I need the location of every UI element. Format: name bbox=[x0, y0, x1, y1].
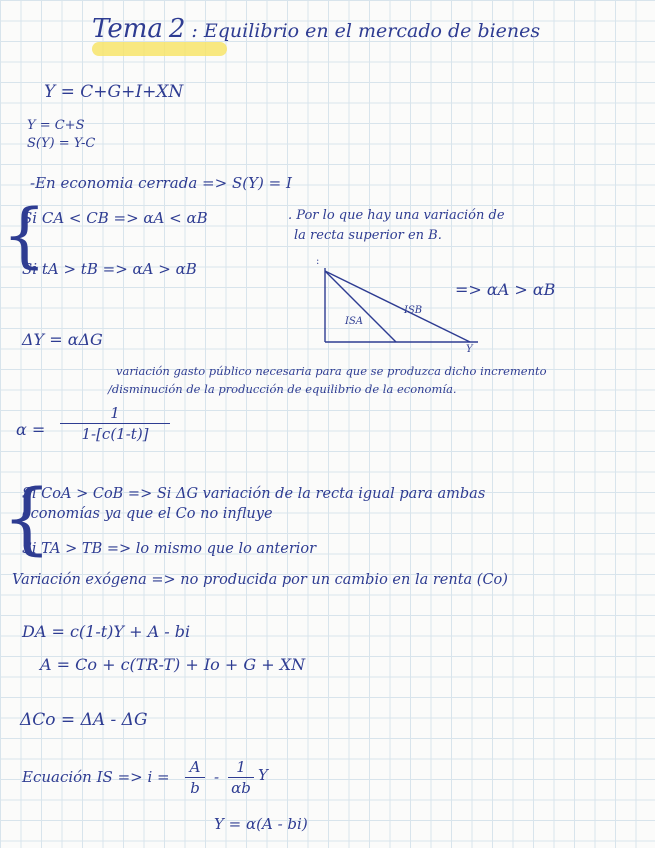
exogenous-variation: Variación exógena => no producida por un cambio en la renta (Co) bbox=[12, 572, 508, 588]
is-fraction-2 bbox=[228, 758, 254, 797]
ta-condition: Si TA > TB => lo mismo que lo anterior bbox=[22, 541, 317, 557]
is-fraction-1-num: A bbox=[189, 758, 201, 776]
graph-result: => αA > αB bbox=[455, 280, 556, 299]
graph-label-isa: ISA bbox=[345, 316, 364, 327]
condition-t: Si tA > tB => αA > αB bbox=[22, 260, 197, 278]
condition-c: Si CA < CB => αA < αB bbox=[22, 209, 208, 227]
title-rest: : Equilibrio en el mercado de bienes bbox=[191, 20, 541, 42]
title-tema: Tema bbox=[92, 14, 163, 44]
co-condition-2: economías ya que el Co no influye bbox=[22, 506, 273, 522]
is-fraction-2-num: 1 bbox=[236, 758, 246, 776]
equation-saving: S(Y) = Y-C bbox=[27, 136, 96, 151]
closed-economy-line: -En economia cerrada => S(Y) = I bbox=[30, 174, 292, 192]
co-condition-1: Si CoA > CoB => Si ΔG variación de la recta igual para ambas bbox=[22, 486, 486, 502]
a-equation: A = Co + c(TR-T) + Io + G + XN bbox=[40, 655, 306, 674]
delta-co-equation: ΔCo = ΔA - ΔG bbox=[20, 710, 148, 730]
is-equation-lhs: Ecuación IS => i = bbox=[22, 768, 170, 786]
graph-label-y: Y bbox=[466, 344, 473, 355]
graph-isa-line bbox=[325, 271, 396, 342]
is-fraction-1-den: b bbox=[190, 779, 200, 797]
alpha-fraction bbox=[60, 404, 170, 443]
brace-2: { bbox=[2, 474, 52, 564]
note-variation: . Por lo que hay una variación de bbox=[288, 208, 505, 223]
note-gasto-2: /disminución de la producción de equilibrio de la economía. bbox=[108, 382, 457, 396]
note-gasto-1: variación gasto público necesaria para que se produzca dicho incremento bbox=[116, 364, 547, 378]
is-y: Y bbox=[258, 766, 268, 784]
brace-1: { bbox=[2, 194, 47, 276]
alpha-lhs: α = bbox=[16, 420, 46, 439]
equation-y-cs: Y = C+S bbox=[27, 118, 85, 133]
delta-y-equation: ΔY = αΔG bbox=[22, 330, 103, 349]
da-equation: DA = c(1-t)Y + A - bi bbox=[22, 622, 191, 641]
is-minus: - bbox=[214, 768, 220, 786]
graph-isb-line bbox=[325, 271, 470, 342]
graph-label-isb: ISB bbox=[404, 305, 423, 316]
is-fraction-2-den: αb bbox=[231, 779, 251, 797]
equation-y-total: Y = C+G+I+XN bbox=[44, 82, 184, 102]
alpha-numerator: 1 bbox=[110, 404, 120, 422]
title-number: 2 bbox=[168, 14, 186, 44]
alpha-denominator: 1-[c(1-t)] bbox=[81, 425, 149, 443]
is-fraction-1 bbox=[185, 758, 205, 797]
y-equilibrium-equation: Y = α(A - bi) bbox=[214, 815, 308, 833]
note-recta: la recta superior en B. bbox=[294, 228, 442, 243]
graph-axis-tick: : bbox=[316, 256, 320, 267]
